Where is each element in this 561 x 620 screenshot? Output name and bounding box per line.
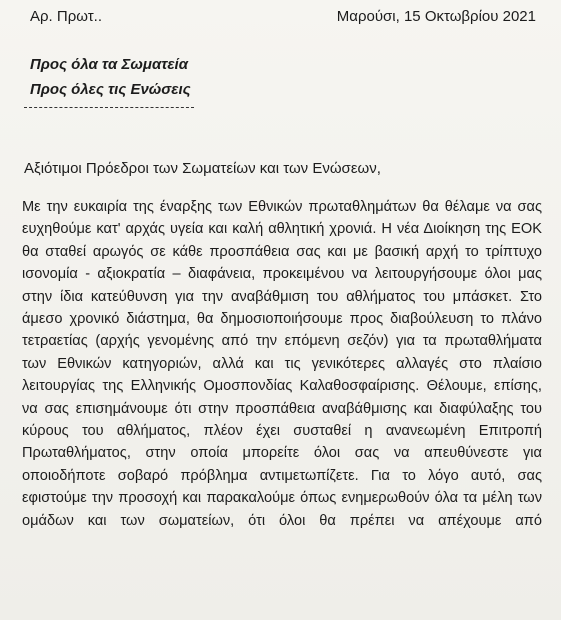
letter-date: Μαρούσι, 15 Οκτωβρίου 2021 xyxy=(336,8,536,25)
body-line: ευχηθούμε κατ' αρχάς υγεία και καλή αθλητική χρονιά. Η νέα Διοίκηση της ΕΟΚ xyxy=(22,221,542,238)
body-line: Με την ευκαιρία της έναρξης των Εθνικών πρωταθλημάτων θα θέλαμε να σας xyxy=(22,199,542,215)
body-line: Πρωταθλήματος, στην οποία μπορείτε όλοι σας να απευθύνεστε για xyxy=(22,445,542,462)
recipient-line: Προς όλα τα Σωματεία xyxy=(30,56,189,73)
body-line: εφιστούμε την προσοχή και παρακαλούμε όπως ενημερωθούν όλα τα μέλη των xyxy=(22,490,542,507)
body-line: οποιοδήποτε σοβαρό πρόβλημα αντιμετωπίζετε. Για το λόγο αυτό, σας xyxy=(22,467,542,484)
body-line: ομάδων και των σωματείων, ότι όλοι θα πρέπει να απέχουμε από xyxy=(22,512,542,529)
letter-body xyxy=(22,196,542,532)
letter-header xyxy=(24,8,536,28)
dashed-divider xyxy=(24,107,194,108)
body-line: τετραετίας (αρχής γενομένης από την επόμενη σεζόν) για τα πρωταθλήματα xyxy=(22,333,542,350)
body-line: λειτουργίας της Ελληνικής Ομοσπονδίας Καλαθοσφαίρισης. Θέλουμε, επίσης, xyxy=(22,378,542,395)
protocol-number: Αρ. Πρωτ.. xyxy=(30,8,102,25)
body-line: στην ίδια κατεύθυνση για την αναβάθμιση του αθλήματος του μπάσκετ. Στο xyxy=(22,288,542,305)
body-line: να σας επισημάνουμε ότι στην προσπάθεια αναβάθμισης και διαφύλαξης του xyxy=(22,400,542,417)
body-line: ισονομία - αξιοκρατία – διαφάνεια, προκειμένου να λειτουργήσουμε όλοι μας xyxy=(22,266,542,283)
body-line: άμεσο χρονικό διάστημα, θα δημοσιοποιήσουμε προς διαβούλευση το πλάνο xyxy=(22,311,542,328)
salutation: Αξιότιμοι Πρόεδροι των Σωματείων και των Ενώσεων, xyxy=(24,160,381,177)
recipient-line: Προς όλες τις Ενώσεις xyxy=(30,81,191,98)
body-line: θα σταθεί αρωγός σε κάθε προσπάθεια σας και με βασική αρχή το τρίπτυχο xyxy=(22,243,542,260)
body-line: κύρους του αθλήματος, πλέον έχει συσταθεί η ανανεωμένη Επιτροπή xyxy=(22,423,542,440)
recipients-block xyxy=(30,52,191,102)
body-line: των Εθνικών κατηγοριών, αλλά και τις γενικότερες αλλαγές στο πλαίσιο xyxy=(22,355,542,372)
